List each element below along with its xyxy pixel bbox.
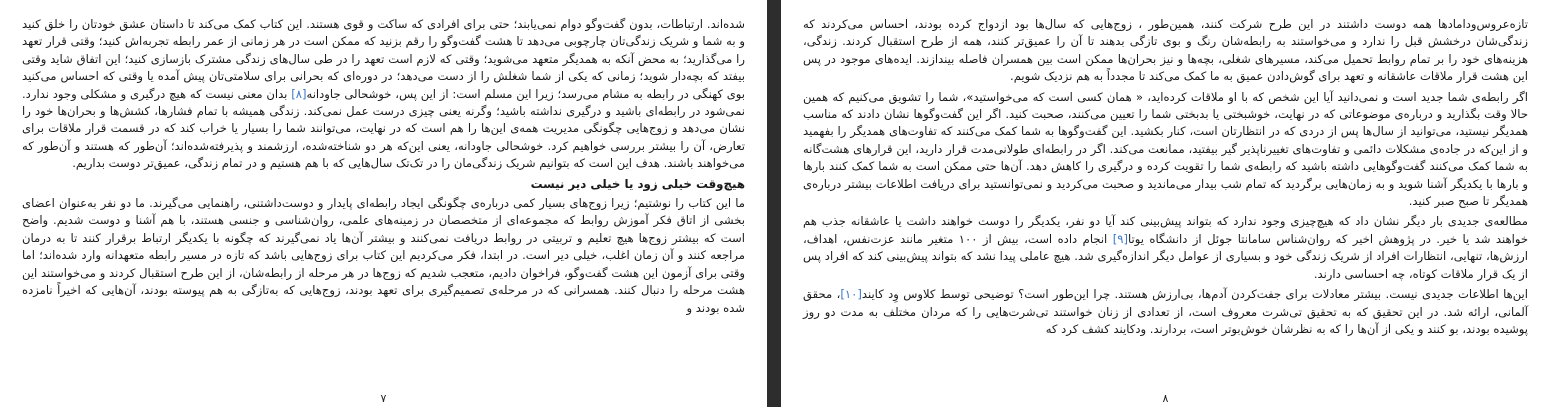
paragraph <box>803 16 1528 86</box>
section-heading: هیچ‌وقت خیلی زود یا خیلی دیر نیست <box>530 176 745 191</box>
paragraph <box>22 16 745 173</box>
paragraph <box>803 213 1528 283</box>
page-number: ۸ <box>1162 392 1169 405</box>
text-run: بدان معنی نیست که هیچ درگیری و مشکلی وجود ندارد. نمی‌شود در رابطه‌ای باشید و درگیری نداشته باشید؛ وگرنه یعنی چیزی درست عمل نمی‌کند. زندگی همیشه با تمام فشارها، کشش‌ها و بحران‌ها خود را نشان می‌دهد و زوج‌هایی چگونگی مدیریت همه‌ی این‌ها را هم است که در نهایت، می‌توانند شما را بسیار یا خراب کند که در قسمت قرار ملاقات برای تعارض، آن را بیشتر بررسی خواهیم کرد. خوشحالی جاودانه، یعنی این‌که هر دو شناخته‌شده، ارزشمند و پذیرفته‌شده‌اند؛ آن‌طور که هستند و آن‌طور که می‌خواهند باشند. هدف این است که بتوانیم شریک زندگی‌مان را در تک‌تک سال‌هایی که با هم هستیم و در تمام زندگی، عمیق‌تر دوست بداریم. <box>22 86 745 171</box>
text-run: اگر رابطه‌ی شما جدید است و نمی‌دانید آیا این شخص که با او ملاقات کرده‌اید، « همان کسی است که می‌خواستید»، شما را تشویق می‌کنیم که همین حالا وقت بگذارید و درباره‌ی موضوعاتی که در نهایت، خوشبختی یا بدبختی شما را تعیین می‌کنند، صحبت کنید. اگر این گفت‌وگوها نشان دادند که مناسب همدیگر نیستید، می‌توانید از سال‌ها پس از دردی که در انتظارتان است، کنار بکشید. این گفت‌وگوها به شما کمک می‌کنند که تفاوت‌های همدیگر را بفهمید و از این‌که در جاده‌ی مشکلات دائمی و تفاوت‌های تغییرناپذیر گیر بیفتید، ممانعت می‌کند. اگر در رابطه‌ای طولانی‌مدت قرار دارید، این قرارهای هشت‌گانه به شما کمک می‌کنند گفت‌وگوهایی داشته باشید که رابطه‌ی شما را تقویت کرده و درگیری را کاهش دهد. آن‌ها حتی ممکن است به شما کمک کنند بارها و بارها با یکدیگر آشنا شوید و به زمان‌هایی برگردید که تمام شب بیدار می‌ماندید و صحبت می‌کردید و نمی‌توانستید برای دریافت اطلاعات بیشتر درباره‌ی همدیگر تا صبح صبر کنید. <box>803 89 1528 209</box>
text-run: مطالعه‌ی جدیدی بار دیگر نشان داد که هیچ‌چیزی وجود ندارد که بتواند پیش‌بینی کند آیا دو نفر، یکدیگر را دوست خواهند داشت یا عاشقانه جذب هم خواهند شد یا خیر. در پژوهش اخیر که روان‌شناس سامانتا جوئل از دانشگاه یوتا <box>803 214 1528 246</box>
text-run: انجام داده است، بیش از ۱۰۰ متغیر مانند عزت‌نفس، اهداف، ارزش‌ها، تنهایی، انتظارات افراد از شریک زندگی خود و بسیاری از عوامل دیگر اندازه‌گیری شد. هیچ عاملی پیدا نشد که بتواند پیش‌بینی کند که افراد پس از یک قرار ملاقات کوتاه، چه احساسی دارند. <box>803 231 1528 281</box>
paragraph <box>803 89 1528 211</box>
paragraph <box>22 195 745 317</box>
text-run: ، محقق آلمانی، ارائه شد. در این تحقیق که به تحقیق تی‌شرت معروف است، از تعدادی از زنان خواستند تی‌شرت‌هایی را که مردان مختلف به مدت دو روز پوشیده بودند، بو کنند و یکی از آن‌ها را که به نظرشان خوش‌بوتر است، بردارند. ودکایند کشف کرد که <box>803 287 1528 336</box>
right-page <box>781 0 1550 407</box>
footnote-link-9[interactable]: [۹] <box>1112 231 1129 246</box>
paragraph <box>803 286 1528 338</box>
text-run: تازه‌عروس‌ودامادها همه دوست داشتند در این طرح شرکت کنند، همین‌طور ، زوج‌هایی که سال‌ها بود ازدواج کرده بودند، احساس می‌کردند که زندگی‌شان درخشش قبل را ندارد و می‌خواستند به رابطه‌شان رنگ و بوی تازگی بدهند تا آن را عمیق‌تر کنند، همه از طرح استقبال کردند. زندگی، هزینه‌های خود را بر تمام روابط تحمیل می‌کند، مسیرهای شغلی، بچه‌ها و نیز بحران‌ها ممکن است بین همسران فاصله بیندازند. ایده‌های موجود در پس این هشت قرار ملاقات عاشقانه و تعهد برای گوش‌دادن عمیق به ما کمک می‌کند تا مجدداً به هم نزدیک شویم. <box>803 17 1528 84</box>
text-run: ما این کتاب را نوشتیم؛ زیرا زوج‌های بسیار کمی درباره‌ی چگونگی ایجاد رابطه‌ای پایدار و دوست‌داشتنی، راهنمایی می‌گیرند. ما دو نفر به‌عنوان اعضای بخشی از اتاق فکر آموزش روابط که مجموعه‌ای از متخصصان در زمینه‌های علمی، روان‌شناسی و جنسی هستند، با هم آشنا و دوست شدیم. واضح است که بیشتر زوج‌ها هیچ تعلیم و تربیتی در روابط دریافت نمی‌کنند و بیشتر آن‌ها یاد نمی‌گیرند که چگونه با یکدیگر ارتباط برقرار کنند تا به درمان مراجعه کنند و آن زمان اغلب، خیلی دیر است. در ابتدا، فکر می‌کردیم این کتاب برای زوج‌هایی باشد که تازه در مسیر رابطه متعهدانه وارد شده‌اند؛ اما وقتی برای آزمون این هشت گفت‌وگو، فراخوان دادیم، متعجب شدیم که زوج‌ها در هر مرحله از رابطه‌شان، از این طرح استقبال کردند و می‌خواستند این هشت مرحله را دنبال کنند. همسرانی که در مرحله‌ی تصمیم‌گیری برای تعهد بودند، زوج‌هایی که به‌تازگی به هم پیوسته بودند، آن‌هایی که اخیراً نامزده شده بودند و <box>22 196 745 315</box>
text-run: شده‌اند. ارتباطات، بدون گفت‌وگو دوام نمی‌یابند؛ حتی برای افرادی که ساکت و قوی هستند. این کتاب کمک می‌کند تا داستان عشق خودتان را خلق کنید و به شما و شریک زندگی‌تان چارچوبی می‌دهد تا هشت گفت‌وگو را رقم بزنید که ممکن است در هر زمانی از عمر رابطه تجربه‌اش کنید؛ وقتی قرار تعهد را می‌گذارید؛ به محض آنکه به همدیگر متعهد می‌شوید؛ وقتی که لازم است تعهد را در طی سال‌های زندگی مشترک بازسازی کنید؛ این اتفاق شاید وقتی بیفتد که بچه‌دار شوید؛ زمانی که یکی از شما شغلش را از دست می‌دهد؛ در دوره‌ای که بحرانی برای سلامتی‌تان پیش آمده یا وقتی که احساس می‌کنید بوی کهنگی در رابطه به مشام می‌رسد؛ زیرا این مسلم است: از این پس، خوشحالی جاودانه <box>22 17 746 101</box>
page-number: ۷ <box>380 392 387 405</box>
footnote-link-10[interactable]: [۱۰] <box>840 287 862 302</box>
page-gutter <box>767 0 781 407</box>
text-run: این‌ها اطلاعات جدیدی نیست. بیشتر معادلات برای جفت‌کردن آدم‌ها، بی‌ارزش هستند. چرا این‌طور است؟ توضیحی توسط کلاوس وِد کایند <box>861 287 1528 302</box>
footnote-link-8[interactable]: [۸] <box>291 86 307 101</box>
left-page <box>0 0 767 407</box>
